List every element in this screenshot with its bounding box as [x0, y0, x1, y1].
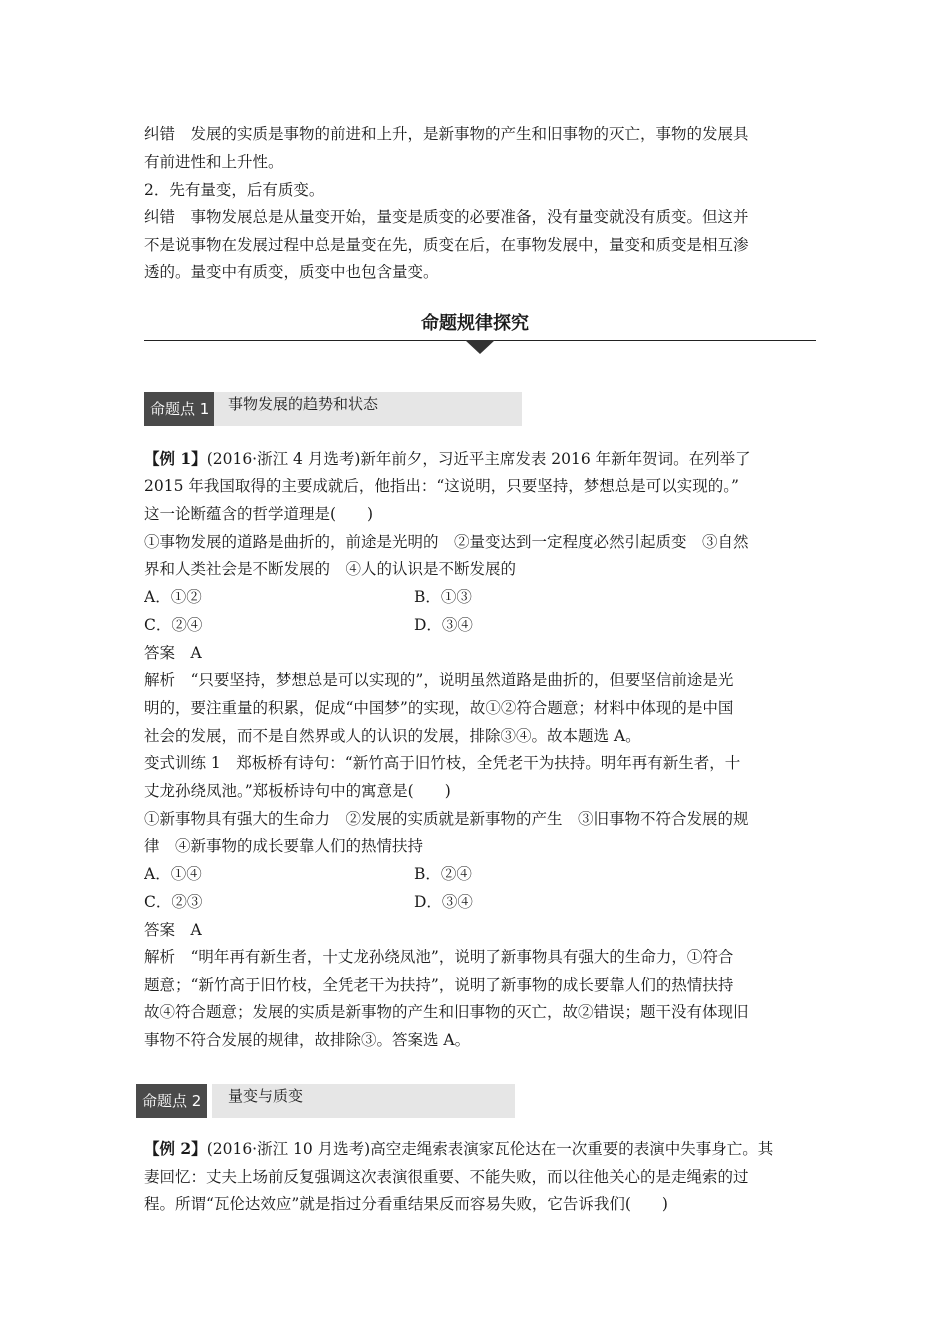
option-d: D．③④ [414, 616, 473, 634]
example-1-explanation: 解析 “只要坚持，梦想总是可以实现的”，说明虽然道路是曲折的，但要坚信前途是光 [144, 671, 734, 689]
example-1-options-row [144, 615, 816, 635]
topic-point-title: 事物发展的趋势和状态 [228, 395, 379, 413]
option-b: B．②④ [414, 865, 472, 883]
variant-1-answer: 答案 A [144, 921, 202, 939]
example-2-line: 【例 2】(2016·浙江 10 月选考)高空走绳索表演家瓦伦达在一次重要的表演中失事身亡。其 [144, 1139, 774, 1158]
example-1-explanation: 社会的发展，而不是自然界或人的认识的发展，排除③④。故本题选 A。 [144, 727, 641, 745]
intro-line: 透的。量变中有质变，质变中也包含量变。 [144, 263, 439, 281]
topic-point-2 [136, 1084, 515, 1118]
variant-1-line: 丈龙孙绕凤池。”郑板桥诗句中的寓意是( ) [144, 782, 451, 800]
example-1-line: ①事物发展的道路是曲折的，前途是光明的 ②量变达到一定程度必然引起质变 ③自然 [144, 533, 749, 551]
section-heading: 命题规律探究 [421, 313, 529, 334]
example-1-line: 界和人类社会是不断发展的 ④人的认识是不断发展的 [144, 560, 517, 578]
example-label: 【例 2】 [144, 1139, 207, 1158]
variant-1-explanation: 题意；“新竹高于旧竹枝，全凭老干为扶持”，说明了新事物的成长要靠人们的热情扶持 [144, 976, 734, 994]
example-1-line: 2015 年我国取得的主要成就后，他指出：“这说明，只要坚持，梦想总是可以实现的。” [144, 477, 739, 495]
topic-point-title: 量变与质变 [228, 1087, 304, 1105]
section-triangle-marker [465, 340, 495, 354]
variant-1-explanation: 解析 “明年再有新生者，十丈龙孙绕凤池”，说明了新事物具有强大的生命力，①符合 [144, 948, 734, 966]
intro-line: 纠错 事物发展总是从量变开始，量变是质变的必要准备，没有量变就没有质变。但这并 [144, 208, 749, 226]
example-1-line: 这一论断蕴含的哲学道理是( ) [144, 505, 374, 523]
example-1-line: 【例 1】(2016·浙江 4 月选考)新年前夕，习近平主席发表 2016 年新年贺词。在列举了 [144, 449, 751, 468]
option-c: C．②④ [144, 616, 203, 634]
variant-1-explanation: 故④符合题意；发展的实质是新事物的产生和旧事物的灭亡，故②错误；题干没有体现旧 [144, 1003, 749, 1021]
variant-1-options-row [144, 864, 816, 884]
topic-point-1 [144, 392, 522, 426]
variant-1-line: 律 ④新事物的成长要靠人们的热情扶持 [144, 837, 424, 855]
example-1-explanation: 明的，要注重量的积累，促成“中国梦”的实现，故①②符合题意；材料中体现的是中国 [144, 699, 734, 717]
example-1-answer: 答案 A [144, 644, 202, 662]
variant-1-line: 变式训练 1 郑板桥有诗句：“新竹高于旧竹枝，全凭老干为扶持。明年再有新生者，十 [144, 754, 741, 772]
topic-point-tag: 命题点 1 [144, 392, 215, 426]
variant-1-options-row [144, 892, 816, 912]
intro-line: 有前进性和上升性。 [144, 153, 284, 171]
option-b: B．①③ [414, 588, 472, 606]
topic-point-tag: 命题点 2 [136, 1084, 207, 1118]
variant-1-line: ①新事物具有强大的生命力 ②发展的实质就是新事物的产生 ③旧事物不符合发展的规 [144, 810, 749, 828]
intro-line: 纠错 发展的实质是事物的前进和上升，是新事物的产生和旧事物的灭亡，事物的发展具 [144, 125, 749, 143]
variant-1-explanation: 事物不符合发展的规律，故排除③。答案选 A。 [144, 1031, 471, 1049]
example-2-line: 程。所谓“瓦伦达效应”就是指过分看重结果反而容易失败，它告诉我们( ) [144, 1195, 668, 1213]
example-1-options-row [144, 587, 816, 607]
intro-line: 2．先有量变，后有质变。 [144, 181, 325, 199]
example-2-line: 妻回忆：丈夫上场前反复强调这次表演很重要、不能失败，而以往他关心的是走绳索的过 [144, 1168, 749, 1186]
option-a: A．①② [144, 588, 202, 606]
option-d: D．③④ [414, 893, 473, 911]
option-c: C．②③ [144, 893, 203, 911]
intro-line: 不是说事物在发展过程中总是量变在先，质变在后，在事物发展中，量变和质变是相互渗 [144, 236, 749, 254]
example-label: 【例 1】 [144, 449, 207, 468]
option-a: A．①④ [144, 865, 202, 883]
